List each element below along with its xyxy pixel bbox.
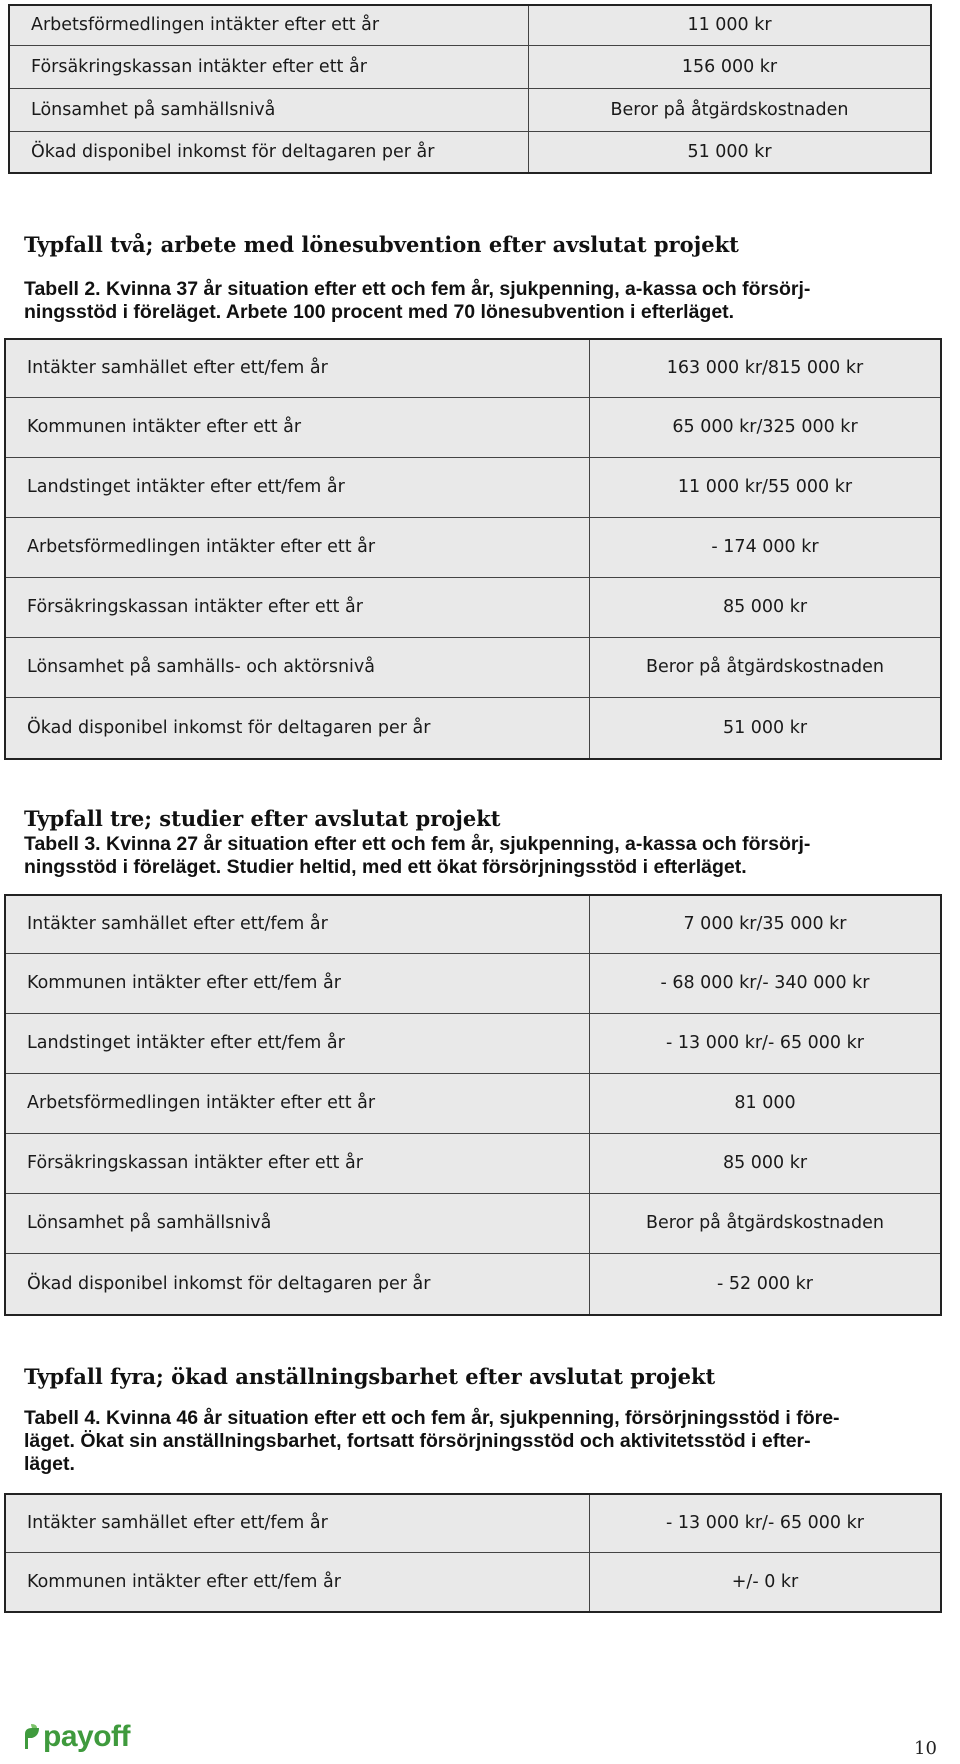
table-row [5, 457, 941, 517]
row-label: Kommunen intäkter efter ett/fem år [5, 1552, 590, 1612]
table-1-body [9, 5, 931, 173]
row-value: 51 000 kr [529, 131, 932, 173]
table-row [5, 1552, 941, 1612]
caption-line: Tabell 4. Kvinna 46 år situation efter ett och fem år, sjukpenning, försörjningsstöd i före- [24, 1407, 840, 1429]
row-value: - 52 000 kr [590, 1253, 942, 1315]
payoff-logo [22, 1722, 130, 1752]
table-row [5, 1073, 941, 1133]
row-value: 163 000 kr/815 000 kr [590, 339, 942, 397]
row-value: Beror på åtgärdskostnaden [590, 1193, 942, 1253]
table-2-caption [24, 278, 810, 324]
caption-line: ningsstöd i föreläget. Studier heltid, med ett ökat försörjningsstöd i efterläget. [24, 856, 747, 878]
row-value: 85 000 kr [590, 1133, 942, 1193]
table-row [5, 397, 941, 457]
table-row [5, 1193, 941, 1253]
table-4 [4, 1493, 942, 1613]
table-row [5, 577, 941, 637]
table-3 [4, 894, 942, 1316]
row-value: 7 000 kr/35 000 kr [590, 895, 942, 953]
table-3-body [5, 895, 941, 1315]
table-row [5, 1013, 941, 1073]
table-row [5, 1133, 941, 1193]
row-label: Försäkringskassan intäkter efter ett år [5, 577, 590, 637]
table-row [9, 5, 931, 45]
section-2-heading: Typfall två; arbete med lönesubvention efter avslutat projekt [24, 232, 739, 257]
row-value: 81 000 [590, 1073, 942, 1133]
row-label: Intäkter samhället efter ett/fem år [5, 339, 590, 397]
row-label: Kommunen intäkter efter ett år [5, 397, 590, 457]
row-label: Försäkringskassan intäkter efter ett år [5, 1133, 590, 1193]
row-label: Lönsamhet på samhällsnivå [9, 88, 529, 131]
row-label: Intäkter samhället efter ett/fem år [5, 895, 590, 953]
row-label: Arbetsförmedlingen intäkter efter ett år [5, 1073, 590, 1133]
row-label: Arbetsförmedlingen intäkter efter ett år [5, 517, 590, 577]
table-row [5, 517, 941, 577]
row-value: - 68 000 kr/- 340 000 kr [590, 953, 942, 1013]
row-value: 51 000 kr [590, 697, 942, 759]
row-value: 65 000 kr/325 000 kr [590, 397, 942, 457]
table-row [5, 339, 941, 397]
table-row [5, 637, 941, 697]
table-row [5, 953, 941, 1013]
row-value: Beror på åtgärdskostnaden [590, 637, 942, 697]
row-label: Ökad disponibel inkomst för deltagaren per år [5, 697, 590, 759]
row-value: - 174 000 kr [590, 517, 942, 577]
caption-line: Tabell 2. Kvinna 37 år situation efter ett och fem år, sjukpenning, a-kassa och försörj- [24, 278, 811, 300]
table-row [5, 697, 941, 759]
table-2-body [5, 339, 941, 759]
row-value: - 13 000 kr/- 65 000 kr [590, 1494, 942, 1552]
table-row [9, 131, 931, 173]
page-number: 10 [914, 1738, 937, 1759]
row-value: +/- 0 kr [590, 1552, 942, 1612]
caption-line: ningsstöd i föreläget. Arbete 100 procent med 70 lönesubvention i efterläget. [24, 301, 735, 323]
table-row [9, 45, 931, 88]
caption-line: läget. [24, 1453, 75, 1475]
caption-line: Tabell 3. Kvinna 27 år situation efter ett och fem år, sjukpenning, a-kassa och försörj- [24, 833, 811, 855]
row-value: Beror på åtgärdskostnaden [529, 88, 932, 131]
table-3-caption [24, 833, 810, 879]
row-label: Intäkter samhället efter ett/fem år [5, 1494, 590, 1552]
row-label: Landstinget intäkter efter ett/fem år [5, 457, 590, 517]
row-label: Försäkringskassan intäkter efter ett år [9, 45, 529, 88]
row-label: Arbetsförmedlingen intäkter efter ett år [9, 5, 529, 45]
row-label: Landstinget intäkter efter ett/fem år [5, 1013, 590, 1073]
row-label: Ökad disponibel inkomst för deltagaren per år [9, 131, 529, 173]
table-row [5, 895, 941, 953]
row-value: 156 000 kr [529, 45, 932, 88]
row-label: Ökad disponibel inkomst för deltagaren per år [5, 1253, 590, 1315]
row-label: Lönsamhet på samhälls- och aktörsnivå [5, 637, 590, 697]
caption-line: läget. Ökat sin anställningsbarhet, fortsatt försörjningsstöd och aktivitetsstöd i efter- [24, 1430, 811, 1452]
section-4-heading: Typfall fyra; ökad anställningsbarhet efter avslutat projekt [24, 1364, 716, 1389]
table-1 [8, 4, 932, 174]
row-label: Lönsamhet på samhällsnivå [5, 1193, 590, 1253]
table-2 [4, 338, 942, 760]
row-value: 11 000 kr/55 000 kr [590, 457, 942, 517]
table-4-body [5, 1494, 941, 1612]
table-row [9, 88, 931, 131]
table-row [5, 1253, 941, 1315]
row-value: 85 000 kr [590, 577, 942, 637]
row-value: 11 000 kr [529, 5, 932, 45]
section-3-heading: Typfall tre; studier efter avslutat projekt [24, 806, 501, 831]
logo-wordmark: payoff [43, 1720, 130, 1753]
payoff-leaf-icon [22, 1724, 42, 1750]
table-4-caption [24, 1407, 840, 1476]
row-value: - 13 000 kr/- 65 000 kr [590, 1013, 942, 1073]
row-label: Kommunen intäkter efter ett/fem år [5, 953, 590, 1013]
table-row [5, 1494, 941, 1552]
